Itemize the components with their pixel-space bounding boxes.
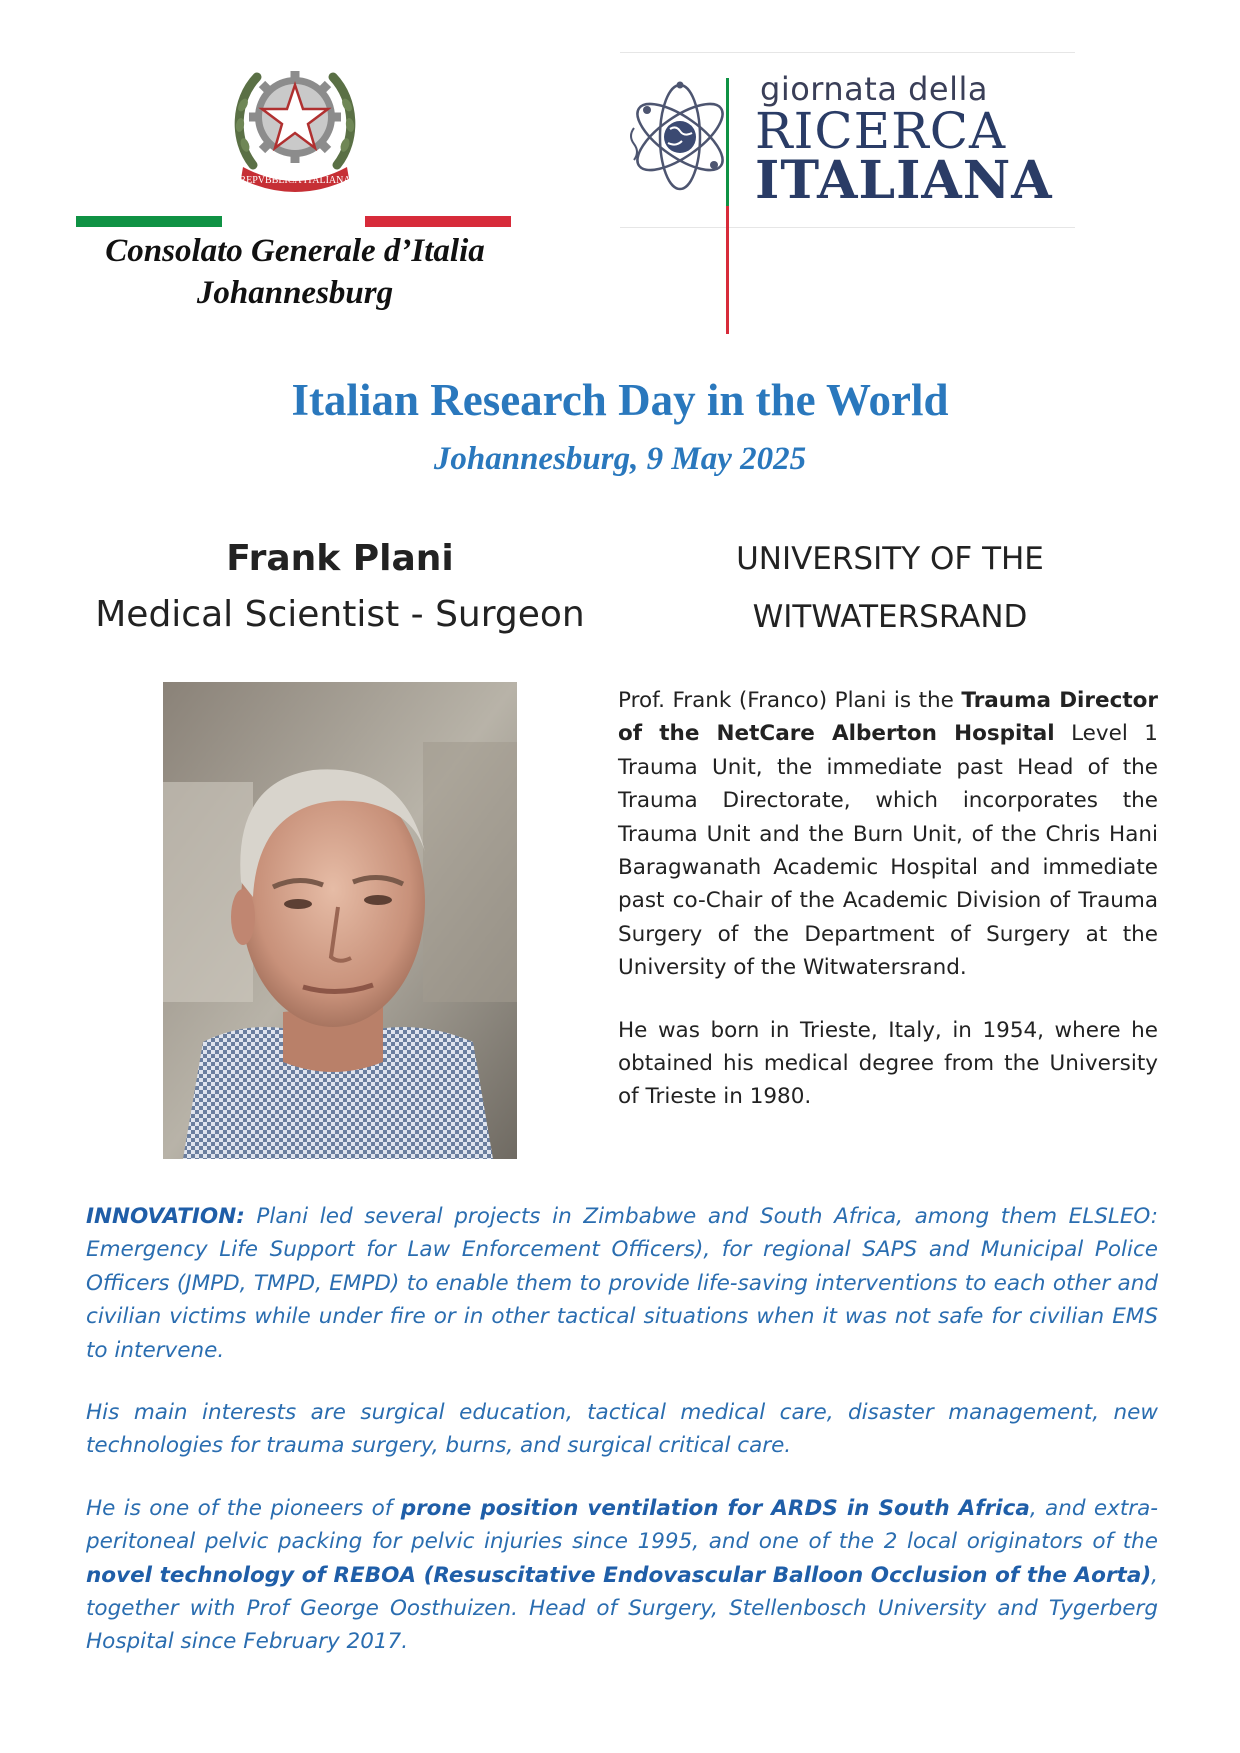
svg-text:REPVBBLICA ITALIANA: REPVBBLICA ITALIANA xyxy=(239,175,351,186)
italian-republic-emblem xyxy=(225,55,365,195)
logo-tricolor-bar xyxy=(726,78,736,206)
logo-text-italiana: ITALIANA xyxy=(755,150,1053,211)
innovation-highlight-reboa: novel technology of REBOA (Resuscitative Endovascular Balloon Occlusion of the Aorta) xyxy=(86,1562,1152,1588)
flag-stripe-green xyxy=(76,216,222,227)
bio-highlight-role: Trauma Director of the NetCare Alberton Hospital xyxy=(618,688,1158,747)
affiliation-line1: UNIVERSITY OF THE xyxy=(736,541,1044,577)
bio-paragraph-2: He was born in Trieste, Italy, in 1954, where he obtained his medical degree from the University of Trieste in 1980. xyxy=(618,1017,1158,1110)
logo-divider-top xyxy=(620,52,1075,53)
innovation-paragraph-3: He is one of the pioneers of prone position ventilation for ARDS in South Africa, and extra-peritoneal pelvic packing for pelvic injuries since 1995, and one of the 2 local originators of the novel technology of REBOA (Resuscitative Endovascular Balloon Occlusion of the Aorta), together with Prof George Oosthuizen. Head of Surgery, Stellenbosch University and Tygerberg Hospital since February 2017. xyxy=(86,1495,1159,1655)
consulate-line1: Consolato Generale d’Italia xyxy=(105,233,485,269)
consulate-name xyxy=(60,230,530,314)
innovation-paragraph-2: His main interests are surgical education, tactical medical care, disaster management, new technologies for trauma surgery, burns, and surgical critical care. xyxy=(86,1400,1158,1459)
speaker-biography xyxy=(618,684,1158,1143)
event-subtitle: Johannesburg, 9 May 2025 xyxy=(433,441,807,477)
speaker-affiliation xyxy=(700,530,1080,646)
logo-text-giornata: giornata della xyxy=(760,70,988,108)
innovation-label: INNOVATION: xyxy=(86,1204,245,1229)
atom-globe-icon xyxy=(622,65,732,210)
bio-paragraph-1: Prof. Frank (Franco) Plani is the Trauma Director of the NetCare Alberton Hospital Level 1 Trauma Unit, the immediate past Head of the Trauma Directorate, which incorporates the Trauma Unit and the Burn Unit, of the Chris Hani Baragwanath Academic Hospital and immediate past co-Chair of the Academic Division of Trauma Surgery of the Department of Surgery at the University of the Witwatersrand. xyxy=(618,688,1158,981)
consulate-line2: Johannesburg xyxy=(196,275,394,311)
logo-divider-bottom xyxy=(620,227,1075,228)
innovation-highlight-ards: prone position ventilation for ARDS in South Africa xyxy=(400,1495,1030,1521)
speaker-portrait-photo xyxy=(163,682,517,1159)
logo-text-ricerca: RICERCA xyxy=(755,102,1007,160)
event-title: Italian Research Day in the World xyxy=(291,375,949,425)
speaker-role: Medical Scientist - Surgeon xyxy=(95,594,585,635)
innovation-paragraph-1: INNOVATION: Plani led several projects in Zimbabwe and South Africa, among them ELSLEO: Emergency Life Support for Law Enforcement Officers), for regional SAPS and Municipal Police Officers (JMPD, TMPD, EMPD) to enable them to provide life-saving interventions to each other and civilian victims while under fire or in other tactical situations when it was not safe for civilian EMS to intervene. xyxy=(86,1204,1158,1363)
flag-stripe-red xyxy=(365,216,511,227)
speaker-name: Frank Plani xyxy=(226,538,454,579)
innovation-section xyxy=(86,1200,1158,1688)
affiliation-line2: WITWATERSRAND xyxy=(752,599,1028,635)
